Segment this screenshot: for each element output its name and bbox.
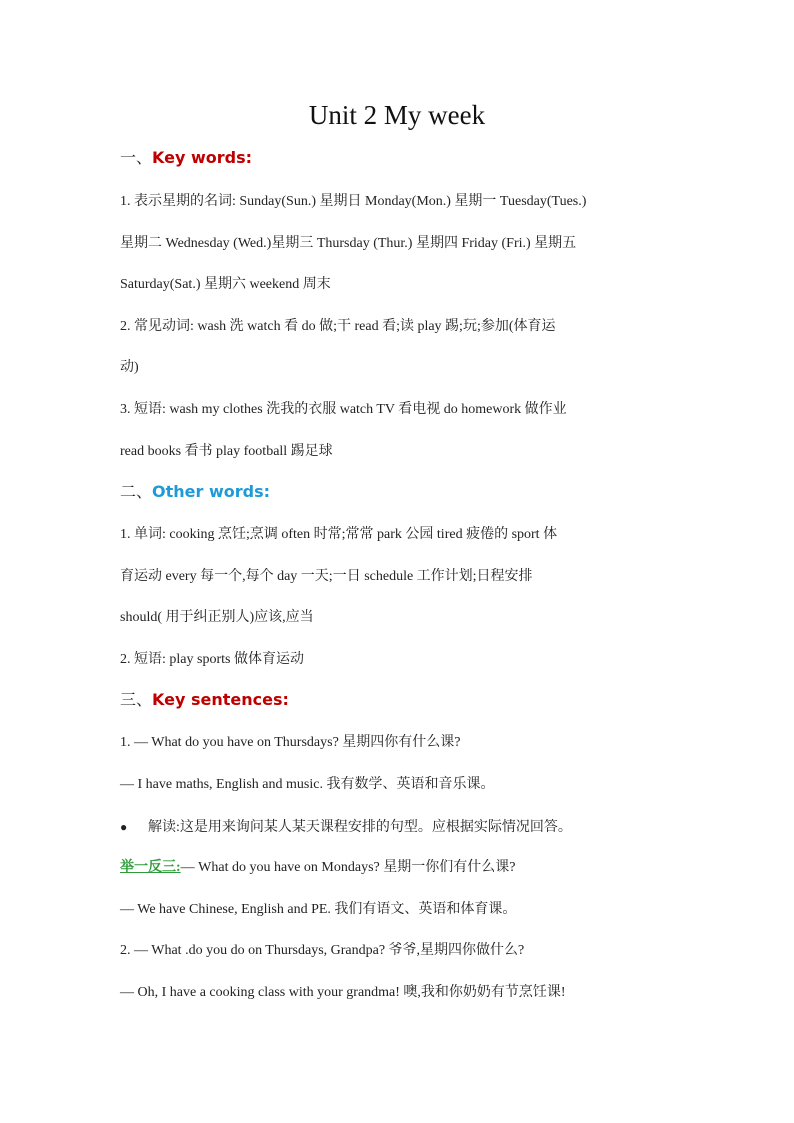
section-label: Key words:: [152, 148, 253, 167]
text-line: should( 用于纠正别人)应该,应当: [120, 610, 314, 625]
text-line: 2. 短语: play sports 做体育运动: [120, 652, 304, 667]
text-line: 2. 常见动词: wash 洗 watch 看 do 做;干 read 看;读 play 踢;玩;参加(体育运: [120, 319, 556, 334]
section-number: 三、: [120, 690, 153, 709]
bullet-icon: ●: [120, 820, 128, 834]
text-line: 1. 表示星期的名词: Sunday(Sun.) 星期日 Monday(Mon.) 星期一 Tuesday(Tues.): [120, 194, 587, 209]
text-line: read books 看书 play football 踢足球: [120, 444, 333, 459]
section-label: Other words:: [152, 482, 271, 501]
text-line: — Oh, I have a cooking class with your grandma! 噢,我和你奶奶有节烹饪课!: [120, 985, 566, 1000]
section-number: 二、: [120, 482, 153, 501]
text-line: 育运动 every 每一个,每个 day 一天;一日 schedule 工作计划;日程安排: [120, 569, 533, 584]
text-line: 3. 短语: wash my clothes 洗我的衣服 watch TV 看电视 do homework 做作业: [120, 402, 567, 417]
text-line: 1. 单词: cooking 烹饪;烹调 often 时常;常常 park 公园 tired 疲倦的 sport 体: [120, 527, 558, 542]
section-label: Key sentences:: [152, 690, 289, 709]
bullet-text: 解读:这是用来询问某人某天课程安排的句型。应根据实际情况回答。: [148, 820, 572, 835]
text-line: 动): [120, 360, 139, 375]
section-heading-other-words: [120, 482, 680, 502]
text-line: 1. — What do you have on Thursdays? 星期四你有什么课?: [120, 735, 461, 750]
bullet-note: [120, 817, 680, 838]
text-line: — We have Chinese, English and PE. 我们有语文、英语和体育课。: [120, 902, 517, 917]
page-title: Unit 2 My week: [308, 100, 486, 130]
section-number: 一、: [120, 148, 153, 167]
example-label: 举一反三:: [120, 860, 181, 875]
text-line: Saturday(Sat.) 星期六 weekend 周末: [120, 277, 331, 292]
section-heading-key-sentences: [120, 690, 680, 710]
section-heading-key-words: [120, 148, 680, 168]
text-line: 2. — What .do you do on Thursdays, Grandpa? 爷爷,星期四你做什么?: [120, 943, 525, 958]
text-line: 星期二 Wednesday (Wed.)星期三 Thursday (Thur.) 星期四 Friday (Fri.) 星期五: [120, 236, 577, 251]
text-line: — I have maths, English and music. 我有数学、英语和音乐课。: [120, 777, 495, 792]
example-line: [120, 858, 680, 878]
example-text: — What do you have on Mondays? 星期一你们有什么课?: [180, 860, 516, 875]
